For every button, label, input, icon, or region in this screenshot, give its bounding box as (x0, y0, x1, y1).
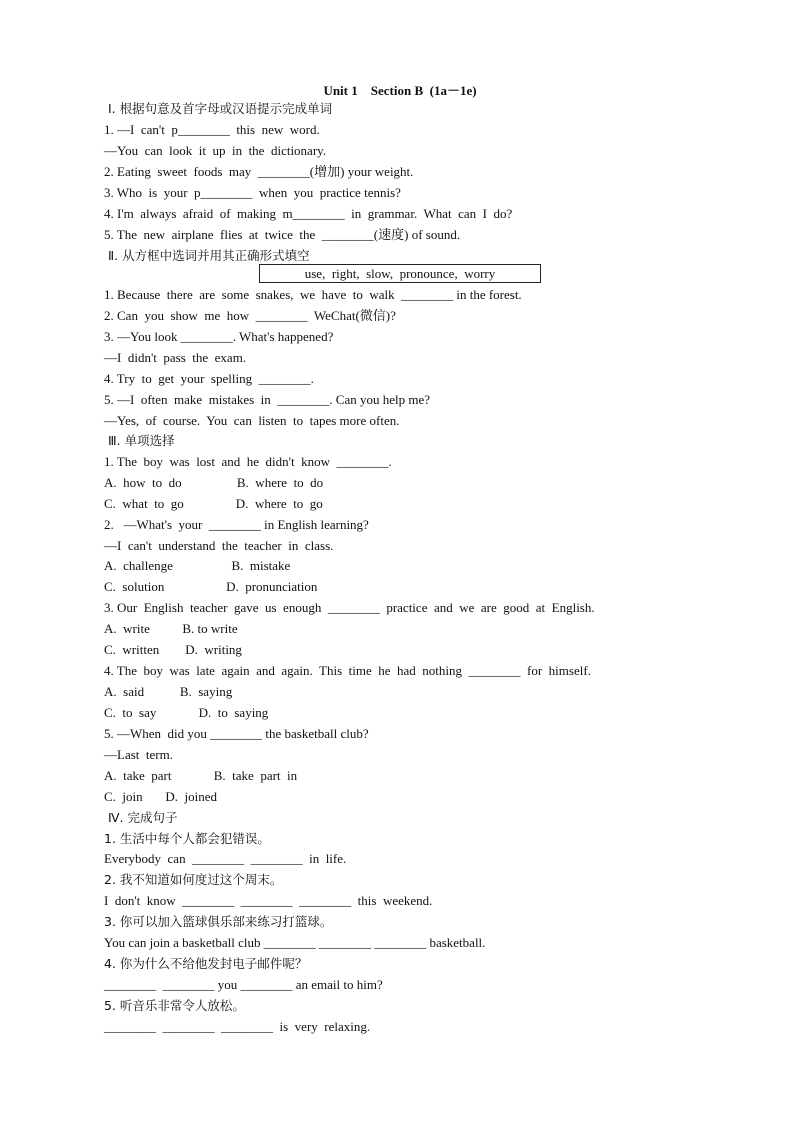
question-line: 4. I'm always afraid of making m________ in grammar. What can I do? (104, 206, 513, 221)
question-line: 4. Try to get your spelling ________. (104, 371, 314, 386)
option-line: A. said B. saying (104, 684, 233, 699)
chinese-prompt: 1. 生活中每个人都会犯错误。 (104, 831, 270, 846)
chinese-prompt: 2. 我不知道如何度过这个周末。 (104, 872, 283, 887)
answer-line: ________ ________ you ________ an email to him? (104, 977, 383, 992)
option-line: C. join D. joined (104, 789, 218, 804)
answer-line: ________ ________ ________ is very relaxing. (104, 1019, 371, 1034)
option-line: A. challenge B. mistake (104, 558, 291, 573)
answer-line: Everybody can ________ ________ in life. (104, 851, 347, 866)
question-line: 1. Because there are some snakes, we have to walk ________ in the forest. (104, 287, 522, 302)
question-line: 5. —When did you ________ the basketball club? (104, 726, 369, 741)
option-line: C. solution D. pronunciation (104, 579, 318, 594)
question-line: —I can't understand the teacher in class. (104, 538, 334, 553)
question-line: —I didn't pass the exam. (104, 350, 247, 365)
option-line: C. written D. writing (104, 642, 242, 657)
option-line: A. how to do B. where to do (104, 475, 324, 490)
section-2-heading: Ⅱ. 从方框中选词并用其正确形式填空 (108, 248, 310, 263)
option-line: A. take part B. take part in (104, 768, 298, 783)
question-line: 3. Our English teacher gave us enough ________ practice and we are good at English. (104, 600, 595, 615)
question-line: 3. —You look ________. What's happened? (104, 329, 334, 344)
question-line: 5. The new airplane flies at twice the ________(速度) of sound. (104, 227, 461, 242)
answer-line: You can join a basketball club ________ ________ ________ basketball. (104, 935, 486, 950)
question-line: 4. The boy was late again and again. This time he had nothing ________ for himself. (104, 663, 591, 678)
chinese-prompt: 5. 听音乐非常令人放松。 (104, 998, 245, 1013)
question-line: —Yes, of course. You can listen to tapes more often. (104, 413, 400, 428)
question-line: 1. —I can't p________ this new word. (104, 122, 320, 137)
question-line: 2. —What's your ________ in English learning? (104, 517, 369, 532)
question-line: —You can look it up in the dictionary. (104, 143, 327, 158)
answer-line: I don't know ________ ________ ________ this weekend. (104, 893, 433, 908)
question-line: 1. The boy was lost and he didn't know ________. (104, 454, 392, 469)
question-line: 2. Eating sweet foods may ________(增加) your weight. (104, 164, 414, 179)
question-line: 2. Can you show me how ________ WeChat(微信)? (104, 308, 396, 323)
section-1-heading: Ⅰ. 根据句意及首字母或汉语提示完成单词 (108, 101, 333, 116)
option-line: C. to say D. to saying (104, 705, 269, 720)
chinese-prompt: 4. 你为什么不给他发封电子邮件呢？ (104, 956, 308, 971)
section-4-heading: Ⅳ. 完成句子 (108, 810, 178, 825)
chinese-prompt: 3. 你可以加入篮球俱乐部来练习打篮球。 (104, 914, 333, 929)
question-line: 3. Who is your p________ when you practice tennis? (104, 185, 401, 200)
section-3-heading: Ⅲ. 单项选择 (108, 433, 175, 448)
question-line: —Last term. (104, 747, 173, 762)
word-box: use, right, slow, pronounce, worry (259, 264, 541, 283)
option-line: A. write B. to write (104, 621, 238, 636)
question-line: 5. —I often make mistakes in ________. Can you help me? (104, 392, 431, 407)
page-title: Unit 1 Section B (1a－1e) (323, 83, 477, 98)
option-line: C. what to go D. where to go (104, 496, 323, 511)
